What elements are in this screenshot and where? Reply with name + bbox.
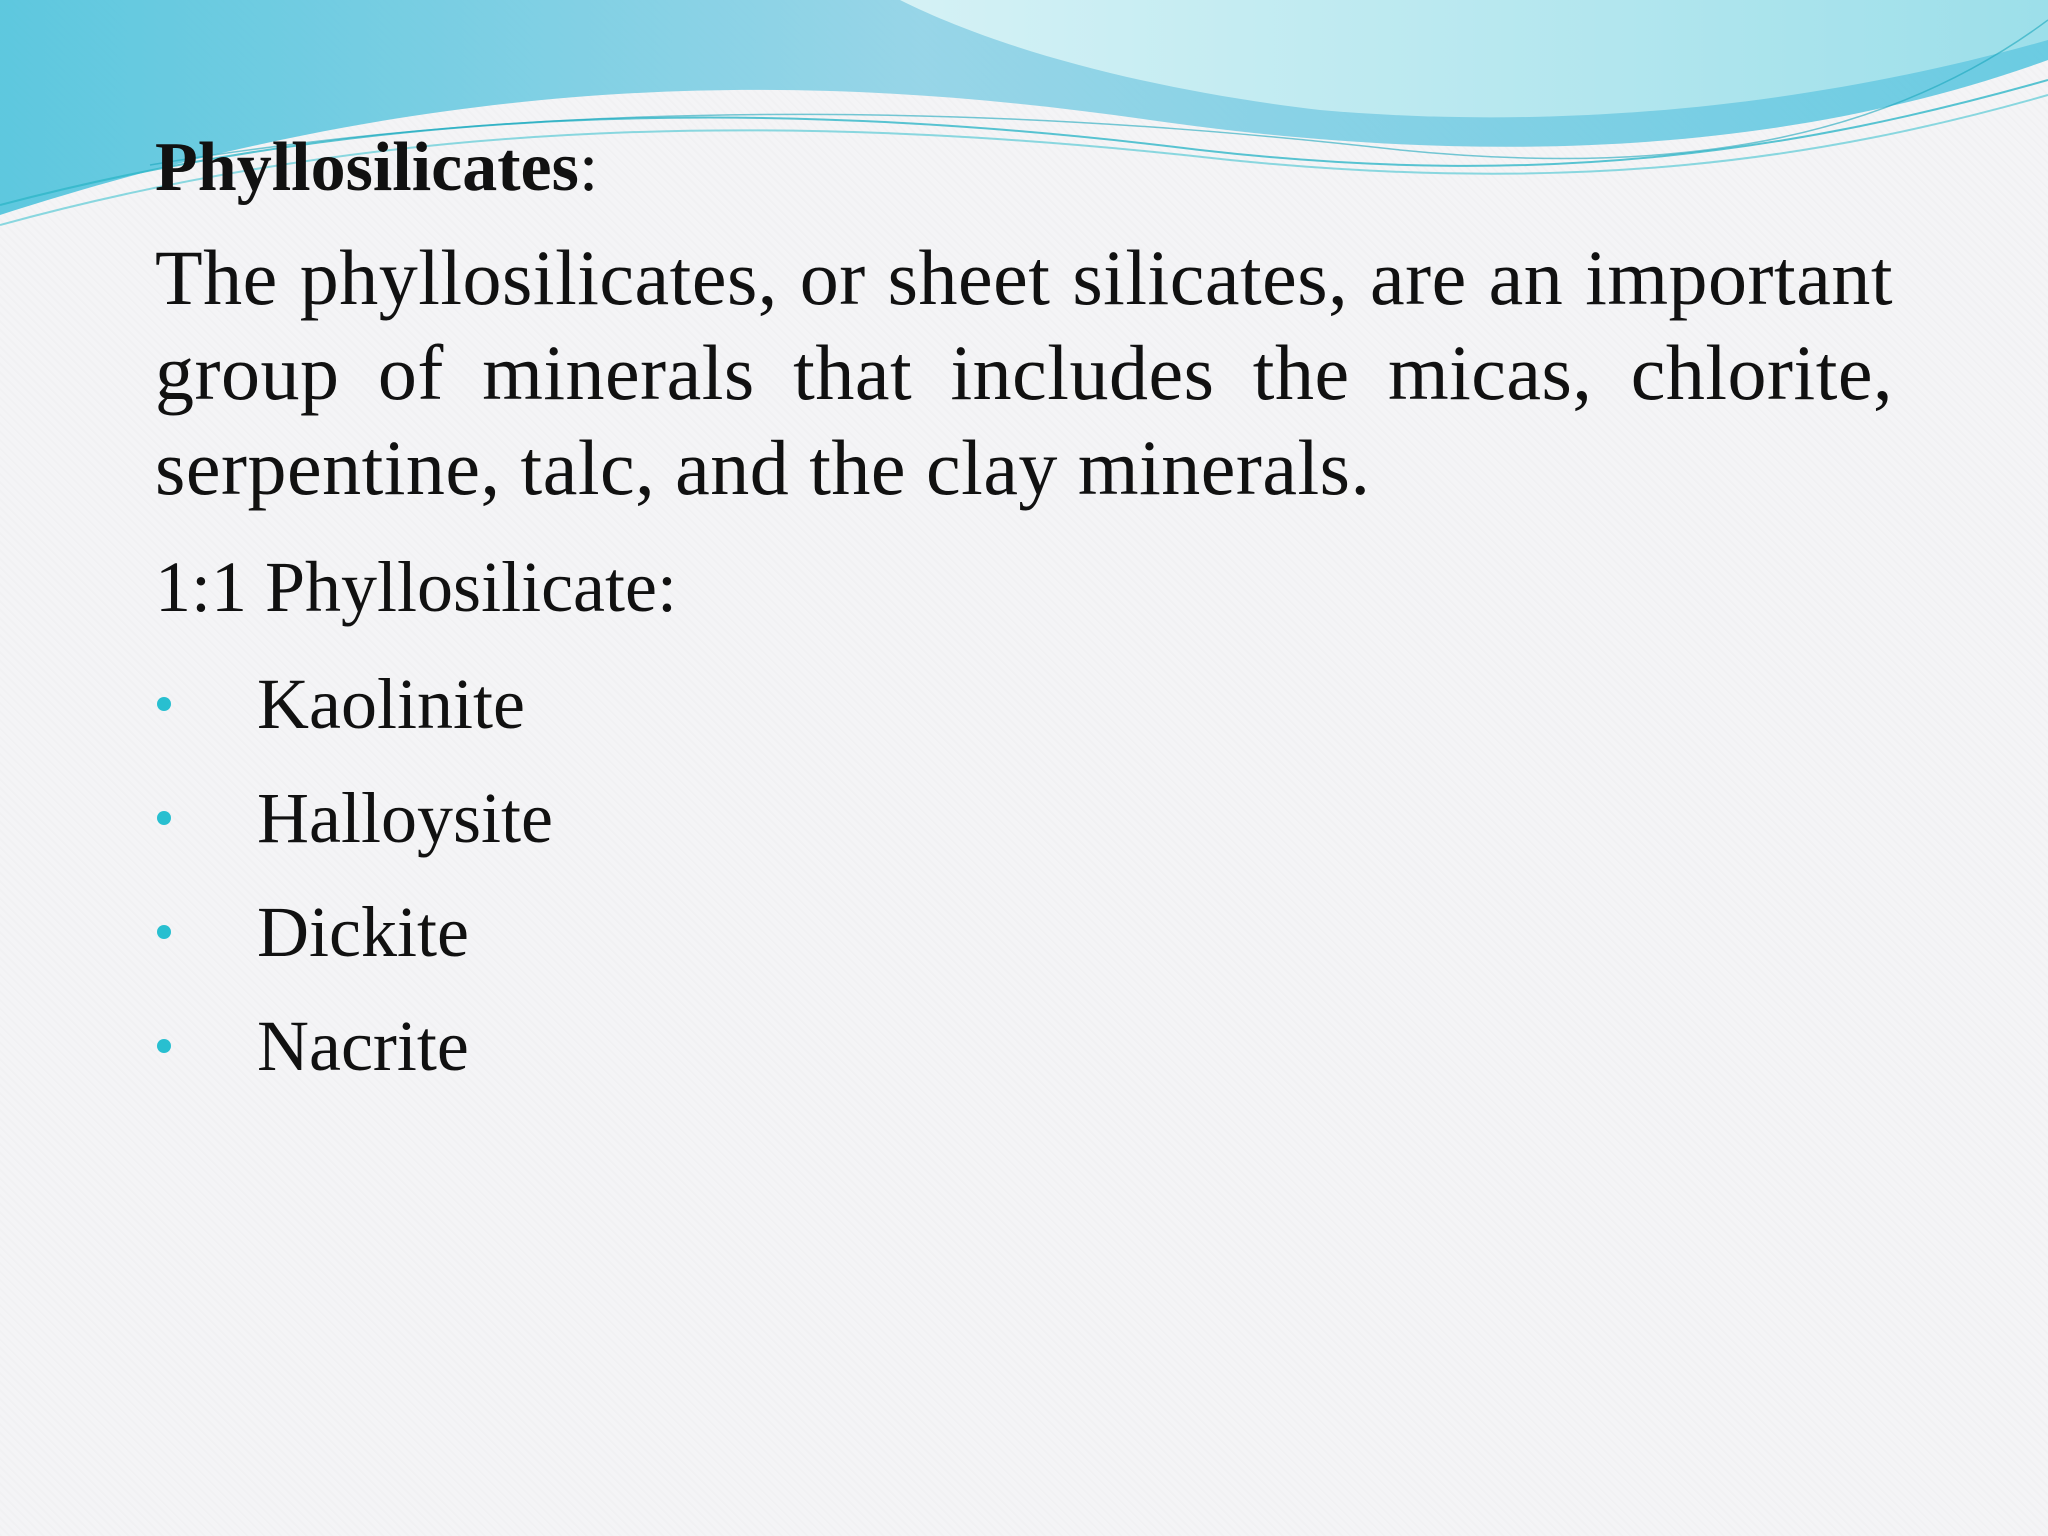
list-item <box>155 989 1893 1103</box>
bullet-dot-icon <box>157 697 171 711</box>
list-item-label: Halloysite <box>257 778 553 858</box>
bullet-dot-icon <box>157 811 171 825</box>
title-bold-text: Phyllosilicates <box>155 129 579 206</box>
list-item-label: Nacrite <box>257 1006 469 1086</box>
title-colon: : <box>578 129 599 206</box>
list-item-label: Dickite <box>257 892 469 972</box>
list-item <box>155 875 1893 989</box>
subsection-heading: 1:1 Phyllosilicate: <box>155 547 677 627</box>
mineral-list <box>155 647 1893 1103</box>
slide-content <box>155 120 1893 1103</box>
list-item-label: Kaolinite <box>257 664 525 744</box>
slide-title <box>155 120 1893 216</box>
bullet-dot-icon <box>157 925 171 939</box>
intro-paragraph: The phyllosilicates, or sheet silicates, are an important group of minerals that includes the micas, chlorite, serpentine, talc, and the clay minerals. <box>155 234 1893 511</box>
bullet-dot-icon <box>157 1039 171 1053</box>
list-item <box>155 647 1893 761</box>
list-item <box>155 761 1893 875</box>
